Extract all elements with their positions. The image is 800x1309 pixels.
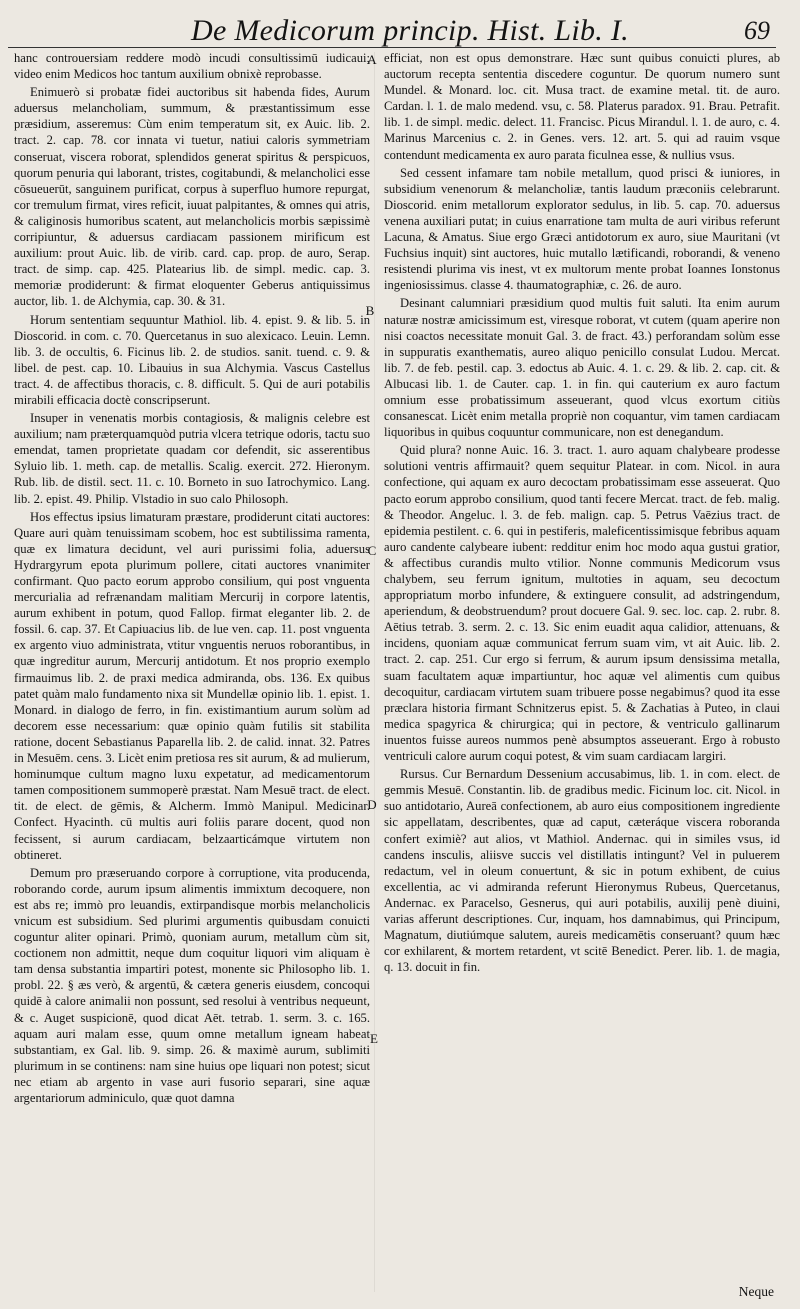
catchword: Neque (738, 1284, 774, 1299)
paragraph: hanc controuersiam reddere modò incudi consultissimū iudicaui; video enim Medicos hoc tantum auxilium obnixè reprobasse. (14, 51, 370, 82)
left-column (14, 50, 370, 1300)
margin-letter: A (367, 52, 377, 67)
paragraph: Enimuerò si probatæ fidei auctoribus sit habenda fides, Aurum aduersus melancholiam, summum, & præstantissimum esse præsidium, asseremus: Cùm enim temperatum sit, ex Auic. lib. 2. tract. 2. cap. 78. cor innata vi tuetur, natiui caloris symmetriam conseruat, viscera roborat, splendidos generat spiritus & perspicuos, quorum penuria qui laborant, tristes, cogitabundi, & melancholici esse cōsueuerūt, sanguinem purificat, corpus à superfluo humore repurgat, cor tremulum firmat, vires reficit, iuuat palpitantes, & omnes qui atris, & caliginosis humoribus scatent, aut melancholicis morbis sæpissimè corripiuntur, & aduersus cardiacam passionem mirificum est auxilium: prout Auic. lib. de virib. card. cap. prop. de auro, Serap. tract. de simp. cap. 425. Platearius lib. de simpl. medic. cap. 3. memoriæ prodiderunt: & firmat eloquenter Geberus antiquissimus auctor, lib. 1. de Alchymia, cap. 30. & 31. (14, 85, 370, 309)
margin-letter: D (367, 797, 377, 812)
paragraph: Sed cessent infamare tam nobile metallum, quod prisci & iuniores, in subsidium venenorum & melancholiæ, tantis laudum præconiis celebrarunt. Dioscorid. enim metallorum explorator sedulus, in lib. 5. cap. 70. aduersus venena auxiliari putat; in cuius enarratione tam multa de auri viribus referunt Lacuna, & Amatus. Siue ergo Græci antidotorum ex auro, siue Mauritani (vt Fuchsius inquit) sint auctores, huic mutallo lætificandi, roborandi, & veneno resistendi plurima vis inest, vt ex multorum mente probat Ioannes Ionstonus ingeniosissimus. classe 4. thaumatographiæ, c. 26. de auro. (384, 165, 780, 293)
page-header (0, 14, 800, 48)
running-title: De Medicorum princip. Hist. Lib. I. (191, 14, 629, 47)
column-gutter (374, 52, 375, 1292)
paragraph: Quid plura? nonne Auic. 16. 3. tract. 1. auro aquam chalybeare prodesse solutioni ventris affirmauit? quem sequitur Platear. in com. Nicol. in aura confectione, qui aquam ex auro decoctam probatissimam esse asseuerat. Quo pacto eorum approbo consilium, quod tanti fecere Mercat. tract. de feb. malig. & Theodor. Angeluc. l. 3. de feb. malign. cap. 5. Petrus Vaēzius tract. de epidemia pestilent. c. 6. qui in pestiferis, maleficentissimisque febribus aquam auro candente calybeare iubent: redditur enim hoc modo aqua gustui gratior, & affectibus curandis multo vtilior. Nonne communis Medicorum vsus chalybem, seu ferrum ignitum, multoties in aquam, seu decoctum appropriatum morbo infundere, & extinguere consulit, ad adstringendum, aperiendum, & deobstruendum? prout docuere Gal. 9. sec. loc. cap. 2. rubr. 8. Aētius tetrab. 3. serm. 2. c. 13. Sic enim euadit aqua calidior, attenuans, & incidens, quoniam aquæ communicat ferrum suam vim, vt ait Auic. lib. 2. tract. 2. cap. 251. Cur ergo si ferrum, & aurum ipsum densissima metalla, suam facultatem aquæ impartiuntur, hoc aquæ vel alimentis cum quibus decoquitur, cardiacam virtutem suam tribuere posse negabimus? quod ita esse præclara historia firmant Schnitzerus epist. 5. & Zachatias à Puteo, in claui medica spagyrica & chirurgica; qui in pectore, & ventriculo gallinarum inuentos fuisse aureos nummos penè absumptos asseuerant. Ergo à robusto ventriculi calore aurum coqui potest, & vim suam cardiacam largiri. (384, 443, 780, 764)
header-rule (8, 47, 776, 48)
paragraph: efficiat, non est opus demonstrare. Hæc sunt quibus conuicti plures, ab auctorum recepta sententia discedere coguntur. De quorum numero sunt Mundel. & Monard. loc. cit. Musa tract. de examine metal. tit. de auro. Cardan. l. 1. de malo medend. vsu, c. 58. Platerus paradox. 91. Brau. Petrafit. lib. 1. de simpl. medic. delect. 11. Francisc. Picus Mirandul. l. 1. de auro, c. 4. Marinus Marcenius c. 2. in Genes. vers. 12. art. 5. qui ad rauim vsque contendunt medicamenta ex auro parata ficulnea esse, & nullius vsus. (384, 51, 780, 162)
paragraph: Desinant calumniari præsidium quod multis fuit saluti. Ita enim aurum naturæ nostræ amicissimum est, viresque roborat, vt cutem (quam aperire non nisi coactos necessitate monuit Gal. 3. de fract. 43.) perforandam solùm esse in suppuratis exanthematis, aureo aliquo penicillo consulat Ludou. Mercat. lib. 7. de feb. pestil. cap. 3. edoctus ab Auic. 4. 1. c. 29. & lib. 2. cap. cit. & Albucasi lib. 1. de Cauter. cap. 1. in fin. qui cauterium ex auro factum omnium esse probatissimum asseuerant, quod vlcus exortum citiùs consanescat. Licèt enim metalla propriè non coquantur, vim tamen cardiacam liquoribus in quibus coquuntur communicare, non est denegandum. (384, 296, 780, 440)
margin-letter: B (365, 303, 375, 318)
paragraph: Demum pro præseruando corpore à corruptione, vita producenda, roborando corde, aurum ipsum alimentis immixtum decoquere, non est abs re; immò pro leuandis, extirpandisque morbis melancholicis vnicum est subsidium. Sed plurimi argumentis quibusdam conuicti coguntur aliter opinari. Primò, quoniam aurum, metallum cùm sit, coctionem non admittit, neque dum coquitur liquori vim aliquam è tam densa substantia impartiri potest, monente sic Philosopho lib. 1. probl. 22. § æs verò, & argentū, & cætera generis eiusdem, concoqui quidē à calore animalii non possunt, sed resolui à ventribus nequeunt, & c. Auget suspicionē, quod dicat Aēt. tetrab. 1. serm. 3. c. 165. aquam auri malam esse, quum omne metallum igneam habeat substantiam, ex Gal. lib. 9. simp. 26. & maximè aurum, sublimiti plurimum in se continens: nam sine huius ope liquari non potest; sicut nec etiam ab argento in vase auri fusorio separari, sine aquæ argentariorum adminiculo, quæ quot damna (14, 865, 370, 1105)
page-number: 69 (744, 16, 770, 45)
margin-letter: C (367, 543, 377, 558)
paragraph: Hos effectus ipsius limaturam præstare, prodiderunt citati auctores: Quare auri quàm tenuissimam scobem, hoc est subtilissima ramenta, quæ ex limatura decidunt, vel auri purissimi folia, aduersus Hydrargyrum epota plurimum pollere, citati auctores vnanimiter confirmant. Quo pacto eorum approbo consilium, qui post vnguenta mercurialia ad refrænandam malitiam Mercurij in corpore latentis, aurum exhibent in potum, quod Fallop. firmat eleganter lib. 2. de fossil. 6. cap. 37. Et Capiuacius lib. de lue ven. cap. 11. post vnguenta ex argento viuo administrata, vtitur vnguentis neruos roborantibus, in quæ ingreditur aurum, Mercurij antidotum. Et nos proprio exemplo firmauimus lib. 2. de praxi medica admiranda, obs. 136. Ex quibus patet quàm malo fundamento nixa sit Mundellæ opinio lib. 1. epist. 1. Monard. in dialogo de ferro, in fin. existimantium aurum solùm ad decorem esse necessarium: quæ opinio quàm futilis sit stabilita ratione, docent Sebastianus Paparella lib. 2. de calid. innat. 32. Patres in Mesuēm. cens. 3. Licèt enim pretiosa res sit aurum, & ad mulierum, hominumque cultum magno luxu expetatur, ad medicamentorum tamen compositionem summoperè præstat. Nam Mesuē tract. de elect. tit. de elect. de gēmis, & Alcherm. Immò Manipul. Medicinar. Confect. Hyacinth. cū multis auri foliis parare docent, quod non fecissent, si aurum cardiacam, belzaarticámque virtutem non obtineret. (14, 509, 370, 862)
paragraph: Rursus. Cur Bernardum Dessenium accusabimus, lib. 1. in com. elect. de gemmis Mesuē. Constantin. lib. de gradibus medic. Ficinum loc. cit. Nicol. in suo antidotario, Aureā confectionem, ab auro eius compositionem ingrediente sic appellatam, describentes, quæ ad caput, cæteráque viscera roboranda confert eximiè? aut alios, vt Mathiol. Andernac. qui in similes vsus, id candens insculis, aliisve succis vel distillatis intingunt? Vel in puluerem redactum, vel in oleum conuertunt, & sic in potum exhibent, de cuius excellentia, ac vi admiranda referunt Hieronymus Rubeus, Quercetanus, Andernac. ex Paracelso, Gesnerus, qui auri potabilis, auxilij penè diuini, varias afferunt descriptiones. Cur, inquam, hos damnabimus, qui Principum, Magnatum, diutiúmque salutem, aureis medicamētis conseruant? quum hæc cor exhilarent, & mortem retardent, vt scitē Benedict. Perer. lib. 1. de magia, q. 13. docuit in fin. (384, 767, 780, 975)
margin-letter: E (370, 1031, 378, 1046)
paragraph: Insuper in venenatis morbis contagiosis, & malignis celebre est auxilium; nam præterquamquòd putria vlcera tetrique odoris, tactu suo emendat, tamen proprietate quadam cor defendit, sic asserentibus Syluio lib. 1. meth. cap. de metallis. Scalig. exercit. 272. Hieronym. Rub. lib. de distil. sect. 11. c. 10. Borneto in suo Iatrochymico. Lang. lib. 2. epist. 49. Philip. Vlstadio in suo calo Philosoph. (14, 411, 370, 506)
right-column (384, 50, 780, 1285)
paragraph: Horum sententiam sequuntur Mathiol. lib. 4. epist. 9. & lib. 5. in Dioscorid. in com. c. 70. Quercetanus in suo alexicaco. Leuin. Lemn. lib. 3. de occultis, 6. Ficinus lib. 2. de studios. sanit. tuend. c. 9. & libel. de pest. cap. 10. Libauius in sua Alchymia. Vascus Castellus tract. 4. de affectibus thoracis, c. 8. difficult. 5. Qui de auri potabilis mirabili efficacia doctè conscripserunt. (14, 312, 370, 407)
